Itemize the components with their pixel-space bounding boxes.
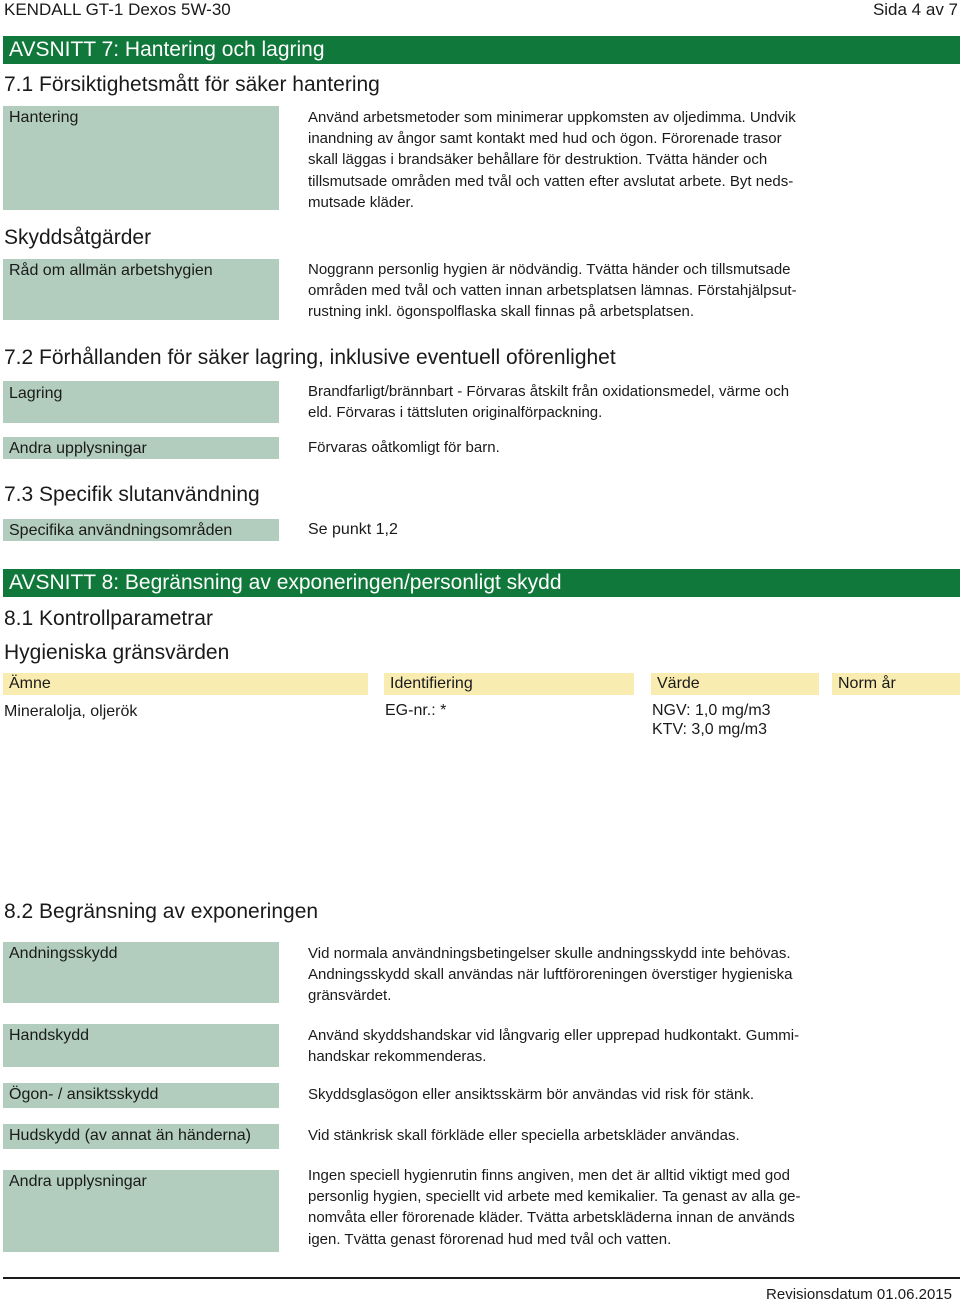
text-line: Vid normala användningsbetingelser skulle andningsskydd inte behövas. — [308, 945, 791, 962]
hygiene-text — [308, 259, 848, 323]
label-respiratory-protection: Andningsskydd — [3, 942, 279, 1003]
column-header-substance: Ämne — [3, 673, 368, 695]
footer-divider — [3, 1277, 960, 1279]
table-cell-value — [652, 701, 771, 739]
respiratory-protection-text — [308, 943, 848, 1007]
column-header-value: Värde — [651, 673, 819, 695]
label-storage: Lagring — [3, 381, 279, 423]
value-line: NGV: 1,0 mg/m3 — [652, 702, 771, 719]
text-line: Andningsskydd skall användas när luftföroreningen överstiger hygieniska — [308, 966, 793, 984]
text-line: skall läggas i brandsäker behållare för destruktion. Tvätta händer och — [308, 151, 768, 169]
column-header-identification: Identifiering — [384, 673, 634, 695]
label-specific-uses: Specifika användningsområden — [3, 519, 279, 541]
text-line: rustning inkl. ögonspolflaska skall finnas på arbetsplatsen. — [308, 303, 695, 321]
text-line: områden med tvål och vatten innan arbetsplatsen lämnas. Förstahjälpsut- — [308, 282, 797, 300]
column-header-norm-year: Norm år — [832, 673, 960, 695]
other-info-8-text — [308, 1165, 848, 1250]
heading-protection-measures: Skyddsåtgärder — [4, 226, 152, 249]
text-line: inandning av ångor samt kontakt med hud och ögon. Förorenade trasor — [308, 130, 782, 148]
label-general-hygiene: Råd om allmän arbetshygien — [3, 259, 279, 320]
specific-uses-value: Se punkt 1,2 — [308, 521, 398, 538]
eye-protection-text: Skyddsglasögon eller ansiktsskärm bör användas vid risk för stänk. — [308, 1086, 755, 1103]
label-other-info-7: Andra upplysningar — [3, 437, 279, 459]
section-8-title-bar: AVSNITT 8: Begränsning av exponeringen/personligt skydd — [3, 569, 960, 597]
label-eye-protection: Ögon- / ansiktsskydd — [3, 1083, 279, 1108]
text-line: Brandfarligt/brännbart - Förvaras åtskilt från oxidationsmedel, värme och — [308, 383, 790, 400]
text-line: eld. Förvaras i tättsluten originalförpackning. — [308, 404, 603, 422]
text-line: handskar rekommenderas. — [308, 1048, 487, 1066]
text-line: mutsade kläder. — [308, 193, 414, 211]
text-line: Noggrann personlig hygien är nödvändig. Tvätta händer och tillsmutsade — [308, 261, 791, 278]
heading-7-1: 7.1 Försiktighetsmått för säker hantering — [4, 73, 380, 96]
text-line: Använd arbetsmetoder som minimerar uppkomsten av oljedimma. Undvik — [308, 109, 796, 126]
label-handling: Hantering — [3, 106, 279, 210]
text-line: igen. Tvätta genast förorenad hud med tvål och vatten. — [308, 1230, 672, 1248]
skin-protection-text: Vid stänkrisk skall förkläde eller speciella arbetskläder användas. — [308, 1127, 740, 1144]
text-line: Ingen speciell hygienrutin finns angiven, men det är alltid viktigt med god — [308, 1167, 790, 1184]
page-number: Sida 4 av 7 — [872, 0, 958, 19]
text-line: gränsvärdet. — [308, 987, 392, 1005]
text-line: personlig hygien, speciellt vid arbete med kemikalier. Ta genast av alla ge- — [308, 1188, 801, 1206]
text-line: nomvåta eller förorenade kläder. Tvätta arbetskläderna innan de används — [308, 1209, 795, 1227]
storage-text — [308, 381, 848, 423]
section-7-title-bar: AVSNITT 7: Hantering och lagring — [3, 36, 960, 64]
document-product-name: KENDALL GT-1 Dexos 5W-30 — [4, 0, 231, 19]
heading-7-2: 7.2 Förhållanden för säker lagring, inklusive eventuell oförenlighet — [4, 346, 616, 369]
heading-hygiene-limits: Hygieniska gränsvärden — [4, 641, 230, 664]
text-line: Använd skyddshandskar vid långvarig eller upprepad hudkontakt. Gummi- — [308, 1027, 800, 1044]
table-cell-substance: Mineralolja, oljerök — [4, 703, 138, 720]
label-other-info-8: Andra upplysningar — [3, 1170, 279, 1252]
text-line: tillsmutsade områden med tvål och vatten efter avslutat arbete. Byt neds- — [308, 172, 794, 190]
revision-date: Revisionsdatum 01.06.2015 — [766, 1286, 952, 1303]
label-hand-protection: Handskydd — [3, 1024, 279, 1067]
heading-8-2: 8.2 Begränsning av exponeringen — [4, 900, 319, 923]
heading-8-1: 8.1 Kontrollparametrar — [4, 607, 213, 630]
other-info-7-text: Förvaras oåtkomligt för barn. — [308, 439, 500, 456]
heading-7-3: 7.3 Specifik slutanvändning — [4, 483, 260, 506]
value-line: KTV: 3,0 mg/m3 — [652, 721, 767, 738]
label-skin-protection: Hudskydd (av annat än händerna) — [3, 1124, 279, 1149]
table-cell-identification: EG-nr.: * — [385, 702, 447, 719]
handling-text — [308, 107, 848, 213]
hand-protection-text — [308, 1025, 848, 1067]
